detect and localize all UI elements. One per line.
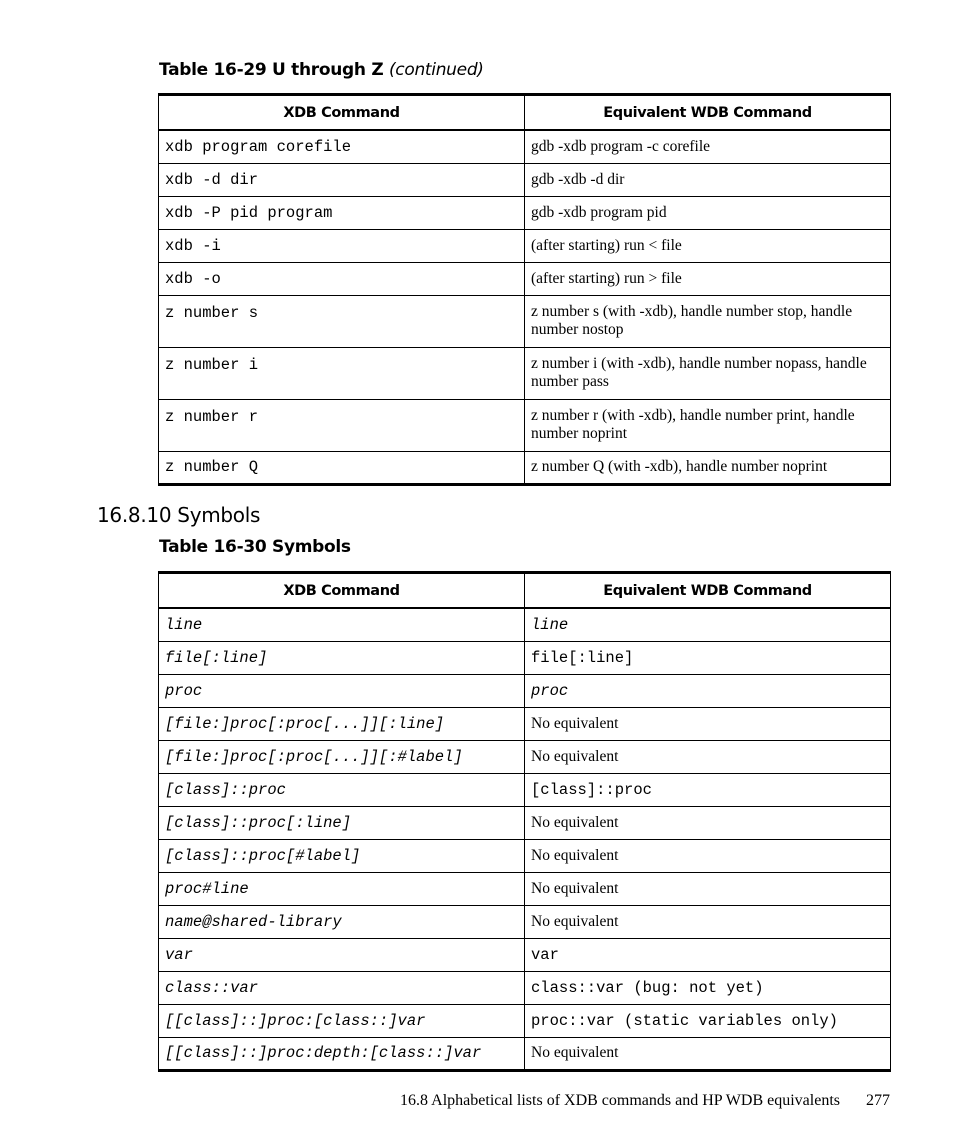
wdb-command-cell: var (525, 938, 891, 971)
xdb-command-cell: line (159, 608, 525, 641)
wdb-command-cell: gdb -xdb program -c corefile (525, 130, 891, 163)
xdb-command-cell: proc#line (159, 872, 525, 905)
wdb-command-cell: file[:line] (525, 641, 891, 674)
table-16-29 (158, 93, 891, 486)
column-header-xdb-command: XDB Command (159, 573, 525, 609)
wdb-command-cell: (after starting) run < file (525, 229, 891, 262)
table-16-30-caption (159, 537, 351, 557)
wdb-command-cell: No equivalent (525, 872, 891, 905)
table-row (159, 1004, 891, 1037)
wdb-command-cell: proc::var (static variables only) (525, 1004, 891, 1037)
xdb-command-cell: z number s (159, 295, 525, 347)
table-16-30-title: Table 16-30 Symbols (159, 537, 351, 557)
xdb-command-cell: var (159, 938, 525, 971)
table-row (159, 641, 891, 674)
wdb-command-cell: proc (525, 674, 891, 707)
table-header-row (159, 573, 891, 609)
xdb-command-cell: [[class]::]proc:depth:[class::]var (159, 1037, 525, 1070)
section-heading: 16.8.10 Symbols (97, 503, 261, 527)
table-row (159, 740, 891, 773)
table-row (159, 608, 891, 641)
wdb-command-cell: gdb -xdb program pid (525, 196, 891, 229)
wdb-command-cell: No equivalent (525, 839, 891, 872)
wdb-command-cell: No equivalent (525, 707, 891, 740)
wdb-command-cell: No equivalent (525, 740, 891, 773)
table-row (159, 707, 891, 740)
xdb-command-cell: z number i (159, 347, 525, 399)
wdb-command-cell: [class]::proc (525, 773, 891, 806)
table-row (159, 971, 891, 1004)
xdb-command-cell: z number Q (159, 451, 525, 484)
table-row (159, 229, 891, 262)
xdb-command-cell: xdb -o (159, 262, 525, 295)
running-footer-title: 16.8 Alphabetical lists of XDB commands and HP WDB equivalents (400, 1092, 840, 1109)
xdb-command-cell: xdb -i (159, 229, 525, 262)
xdb-command-cell: xdb -P pid program (159, 196, 525, 229)
table-row (159, 839, 891, 872)
table-row (159, 130, 891, 163)
wdb-command-cell: z number Q (with -xdb), handle number noprint (525, 451, 891, 484)
table-row (159, 262, 891, 295)
table-row (159, 905, 891, 938)
wdb-command-cell: No equivalent (525, 905, 891, 938)
xdb-command-cell: [class]::proc[:line] (159, 806, 525, 839)
xdb-command-cell: xdb -d dir (159, 163, 525, 196)
table-16-30 (158, 571, 891, 1072)
xdb-command-cell: [file:]proc[:proc[...]][:line] (159, 707, 525, 740)
table-header-row (159, 95, 891, 131)
xdb-command-cell: [class]::proc (159, 773, 525, 806)
table-16-29-title: Table 16-29 U through Z (159, 60, 384, 80)
xdb-command-cell: proc (159, 674, 525, 707)
table-row (159, 196, 891, 229)
wdb-command-cell: z number s (with -xdb), handle number stop, handle number nostop (525, 295, 891, 347)
wdb-command-cell: No equivalent (525, 1037, 891, 1070)
xdb-command-cell: name@shared-library (159, 905, 525, 938)
xdb-command-cell: [file:]proc[:proc[...]][:#label] (159, 740, 525, 773)
column-header-wdb-command: Equivalent WDB Command (525, 95, 891, 131)
xdb-command-cell: file[:line] (159, 641, 525, 674)
table-16-29-continued: (continued) (388, 60, 484, 80)
table-row (159, 938, 891, 971)
wdb-command-cell: (after starting) run > file (525, 262, 891, 295)
table-row (159, 773, 891, 806)
table-16-29-caption (159, 60, 484, 80)
column-header-xdb-command: XDB Command (159, 95, 525, 131)
table-row (159, 451, 891, 484)
wdb-command-cell: No equivalent (525, 806, 891, 839)
table-row (159, 295, 891, 347)
table-row (159, 163, 891, 196)
table-row (159, 872, 891, 905)
page-footer (400, 1092, 890, 1110)
table-row (159, 399, 891, 451)
wdb-command-cell: class::var (bug: not yet) (525, 971, 891, 1004)
table-row (159, 674, 891, 707)
table-row (159, 1037, 891, 1070)
xdb-command-cell: class::var (159, 971, 525, 1004)
table-row (159, 806, 891, 839)
xdb-command-cell: [class]::proc[#label] (159, 839, 525, 872)
xdb-command-cell: z number r (159, 399, 525, 451)
wdb-command-cell: line (525, 608, 891, 641)
xdb-command-cell: xdb program corefile (159, 130, 525, 163)
page-number: 277 (866, 1092, 890, 1109)
wdb-command-cell: z number i (with -xdb), handle number nopass, handle number pass (525, 347, 891, 399)
wdb-command-cell: z number r (with -xdb), handle number print, handle number noprint (525, 399, 891, 451)
wdb-command-cell: gdb -xdb -d dir (525, 163, 891, 196)
table-row (159, 347, 891, 399)
xdb-command-cell: [[class]::]proc:[class::]var (159, 1004, 525, 1037)
column-header-wdb-command: Equivalent WDB Command (525, 573, 891, 609)
